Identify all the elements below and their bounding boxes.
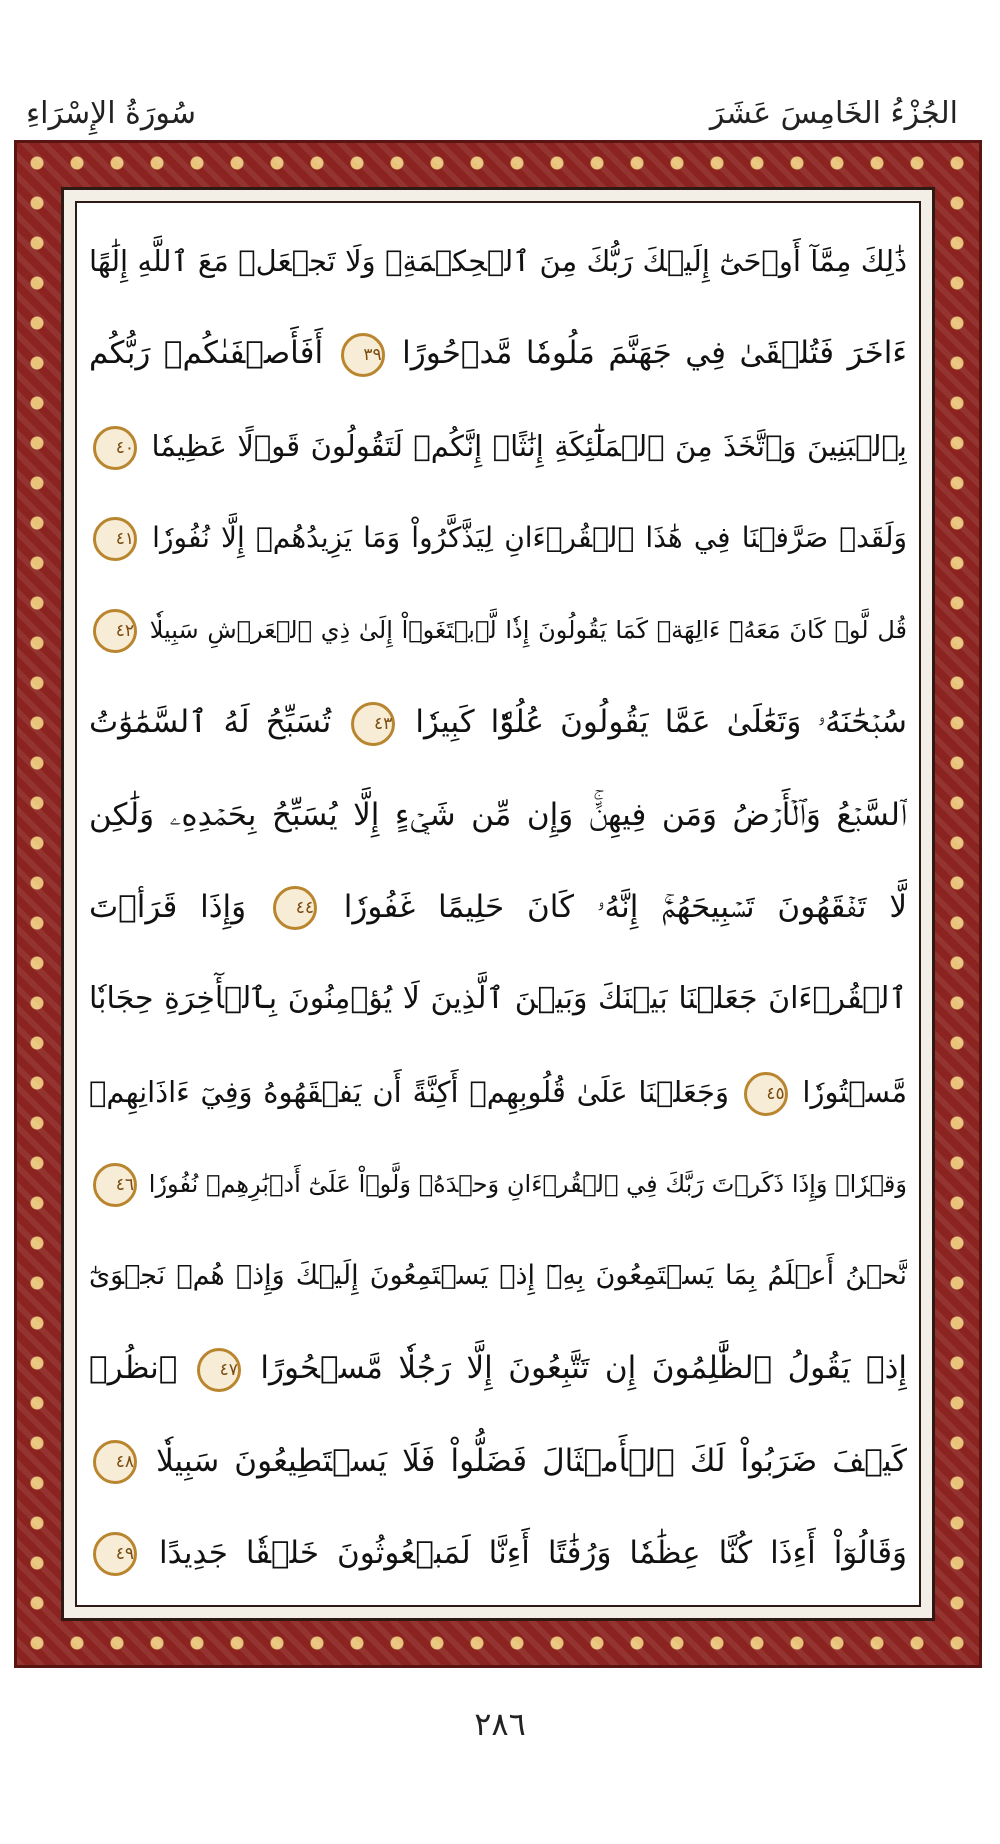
text-area: [75, 201, 921, 1607]
ayah-number-marker: ٤٧: [197, 1348, 241, 1392]
ayah-number-marker: ٤٢: [93, 609, 137, 653]
page-number: ٢٨٦: [474, 1705, 526, 1743]
verse-text: بِٱلۡبَنِينَ وَٱتَّخَذَ مِنَ ٱلۡمَلَٰٓئِكَةِ إِنَٰثًاۚ إِنَّكُمۡ لَتَقُولُونَ قَوۡلًا عَظِيمٗا: [151, 428, 907, 463]
verse-text: إِذۡ يَقُولُ ٱلظَّٰلِمُونَ إِن تَتَّبِعُونَ إِلَّا رَجُلٗا مَّسۡحُورًا: [260, 1350, 907, 1387]
verse-text: ءَاخَرَ فَتُلۡقَىٰ فِي جَهَنَّمَ مَلُومٗا مَّدۡحُورًا: [402, 335, 907, 372]
verse-text: تُسَبِّحُ لَهُ ٱلسَّمَٰوَٰتُ: [89, 704, 332, 741]
verse-text: ذَٰلِكَ مِمَّآ أَوۡحَىٰٓ إِلَيۡكَ رَبُّكَ مِنَ ٱلۡحِكۡمَةِۗ وَلَا تَجۡعَلۡ مَعَ ٱللَّهِ إِلَٰهًا: [89, 244, 907, 278]
verse-text: مَّسۡتُورٗا: [802, 1074, 907, 1109]
verse-text: ٱلسَّبۡعُ وَٱلۡأَرۡضُ وَمَن فِيهِنَّۚ وَإِن مِّن شَيۡءٍ إِلَّا يُسَبِّحُ بِحَمۡدِهِۦ وَلَٰكِن: [89, 796, 907, 833]
verse-line: [89, 1234, 907, 1318]
ayah-number-marker: ٤٥: [744, 1072, 788, 1116]
ayah-number-marker: ٤٩: [93, 1532, 137, 1576]
verse-text: ٱلۡقُرۡءَانَ جَعَلۡنَا بَيۡنَكَ وَبَيۡنَ ٱلَّذِينَ لَا يُؤۡمِنُونَ بِٱلۡأٓخِرَةِ حِجَابٗا: [89, 981, 907, 1017]
verse-line: [89, 680, 907, 764]
verse-text: كَيۡفَ ضَرَبُواْ لَكَ ٱلۡأَمۡثَالَ فَضَلُّواْ فَلَا يَسۡتَطِيعُونَ سَبِيلٗا: [156, 1442, 907, 1479]
ayah-number-marker: ٤١: [93, 517, 137, 561]
ayah-number-marker: ٤٠: [93, 426, 137, 470]
verse-line: [89, 865, 907, 949]
ayah-number-marker: ٤٦: [93, 1163, 137, 1207]
verse-line: [89, 588, 907, 672]
surah-title: سُورَةُ الإِسْرَاءِ: [26, 96, 196, 131]
verse-line: [89, 496, 907, 580]
verse-text: وَإِذَا قَرَأۡتَ: [89, 888, 247, 925]
verse-line: [89, 219, 907, 303]
verse-lines: [89, 219, 907, 1595]
juz-title: الجُزْءُ الخَامِسَ عَشَرَ: [709, 96, 958, 131]
page-header: [0, 0, 1000, 140]
verse-line: [89, 311, 907, 395]
verse-line: [89, 1050, 907, 1134]
ornamental-frame: [14, 140, 982, 1668]
verse-text: وَقَالُوٓاْ أَءِذَا كُنَّا عِظَٰمٗا وَرُفَٰتًا أَءِنَّا لَمَبۡعُوثُونَ خَلۡقٗا جَدِيدًا: [158, 1534, 907, 1571]
ayah-number-marker: ٤٣: [351, 702, 395, 746]
verse-line: [89, 773, 907, 857]
ayah-number-marker: ٤٨: [93, 1440, 137, 1484]
verse-line: [89, 404, 907, 488]
verse-text: لَّا تَفۡقَهُونَ تَسۡبِيحَهُمۡۚ إِنَّهُۥ كَانَ حَلِيمًا غَفُورٗا: [343, 888, 907, 925]
verse-text: وَجَعَلۡنَا عَلَىٰ قُلُوبِهِمۡ أَكِنَّةً أَن يَفۡقَهُوهُ وَفِيٓ ءَاذَانِهِمۡ: [89, 1074, 729, 1109]
verse-line: [89, 1511, 907, 1595]
verse-line: [89, 1326, 907, 1410]
verse-line: [89, 957, 907, 1041]
verse-text: وَلَقَدۡ صَرَّفۡنَا فِي هَٰذَا ٱلۡقُرۡءَانِ لِيَذَّكَّرُواْ وَمَا يَزِيدُهُمۡ إِلَّا نُفُورٗا: [152, 520, 907, 554]
verse-text: قُل لَّوۡ كَانَ مَعَهُۥٓ ءَالِهَةٞ كَمَا يَقُولُونَ إِذٗا لَّٱبۡتَغَوۡاْ إِلَىٰ ذِي ٱلۡعَرۡشِ سَبِيلٗا: [149, 616, 907, 645]
ayah-number-marker: ٤٤: [273, 886, 317, 930]
ayah-number-marker: ٣٩: [341, 333, 385, 377]
verse-text: سُبۡحَٰنَهُۥ وَتَعَٰلَىٰ عَمَّا يَقُولُونَ عُلُوّٗا كَبِيرٗا: [415, 704, 907, 741]
verse-text: وَقۡرٗاۚ وَإِذَا ذَكَرۡتَ رَبَّكَ فِي ٱلۡقُرۡءَانِ وَحۡدَهُۥ وَلَّوۡاْ عَلَىٰٓ أَدۡبَٰرِهِمۡ نُفُورٗا: [148, 1169, 907, 1198]
verse-text: أَفَأَصۡفَىٰكُمۡ رَبُّكُم: [89, 335, 324, 372]
verse-line: [89, 1419, 907, 1503]
verse-text: نَّحۡنُ أَعۡلَمُ بِمَا يَسۡتَمِعُونَ بِهِۦٓ إِذۡ يَسۡتَمِعُونَ إِلَيۡكَ وَإِذۡ هُمۡ نَجۡوَىٰٓ: [89, 1260, 907, 1292]
verse-line: [89, 1142, 907, 1226]
verse-text: ٱنظُرۡ: [89, 1350, 178, 1387]
